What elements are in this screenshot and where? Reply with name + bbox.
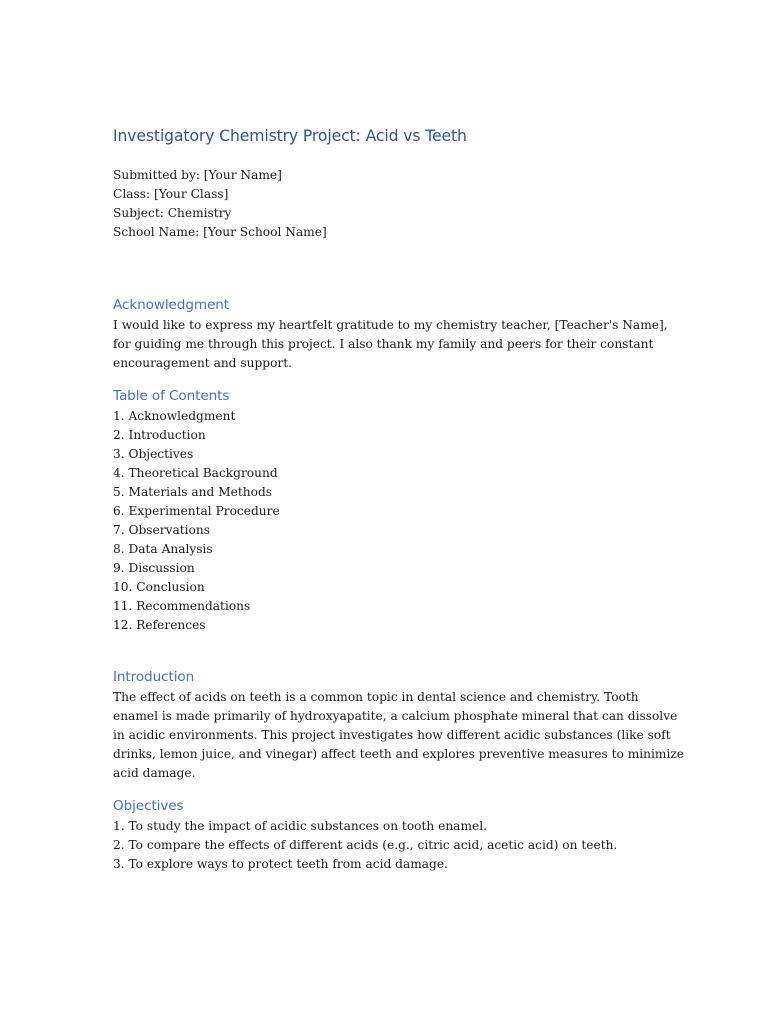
paragraph-line: acid damage.: [113, 766, 196, 780]
paragraph-line: in acidic environments. This project investigates how different acidic substances (like soft: [113, 728, 671, 742]
toc-item: 9. Discussion: [113, 561, 195, 575]
submission-details: [113, 166, 673, 242]
toc-item: 7. Observations: [113, 523, 210, 537]
introduction-heading: Introduction: [113, 669, 195, 685]
toc-item: 5. Materials and Methods: [113, 485, 272, 499]
objective-item: 2. To compare the effects of different acids (e.g., citric acid, acetic acid) on teeth.: [113, 838, 618, 852]
toc-item: 6. Experimental Procedure: [113, 504, 280, 518]
toc-item: 8. Data Analysis: [113, 542, 213, 556]
class-line: Class: [Your Class]: [113, 187, 229, 201]
objectives-list: [113, 817, 673, 874]
paragraph-line: drinks, lemon juice, and vinegar) affect teeth and explores preventive measures to minimize: [113, 747, 684, 761]
paragraph-line: The effect of acids on teeth is a common topic in dental science and chemistry. Tooth: [113, 690, 639, 704]
submitted-by-line: Submitted by: [Your Name]: [113, 168, 282, 182]
introduction-paragraph: [113, 688, 684, 783]
toc-item: 12. References: [113, 618, 206, 632]
paragraph-line: I would like to express my heartfelt gratitude to my chemistry teacher, [Teacher's Name],: [113, 318, 668, 332]
toc-item: 4. Theoretical Background: [113, 466, 278, 480]
acknowledgment-heading: Acknowledgment: [113, 297, 230, 313]
paragraph-line: for guiding me through this project. I also thank my family and peers for their constant: [113, 337, 654, 351]
paragraph-line: encouragement and support.: [113, 356, 293, 370]
toc-item: 1. Acknowledgment: [113, 409, 236, 423]
acknowledgment-paragraph: [113, 316, 673, 373]
subject-line: Subject: Chemistry: [113, 206, 232, 220]
school-name-line: School Name: [Your School Name]: [113, 225, 327, 239]
table-of-contents-list: [113, 407, 673, 635]
toc-item: 11. Recommendations: [113, 599, 251, 613]
objective-item: 1. To study the impact of acidic substances on tooth enamel.: [113, 819, 487, 833]
toc-item: 2. Introduction: [113, 428, 206, 442]
paragraph-line: enamel is made primarily of hydroxyapatite, a calcium phosphate mineral that can dissolve: [113, 709, 678, 723]
toc-item: 10. Conclusion: [113, 580, 205, 594]
document-title: Investigatory Chemistry Project: Acid vs Teeth: [113, 127, 467, 145]
document-page: [113, 124, 684, 874]
objective-item: 3. To explore ways to protect teeth from acid damage.: [113, 857, 448, 871]
table-of-contents-heading: Table of Contents: [113, 388, 230, 404]
toc-item: 3. Objectives: [113, 447, 194, 461]
objectives-heading: Objectives: [113, 798, 184, 814]
